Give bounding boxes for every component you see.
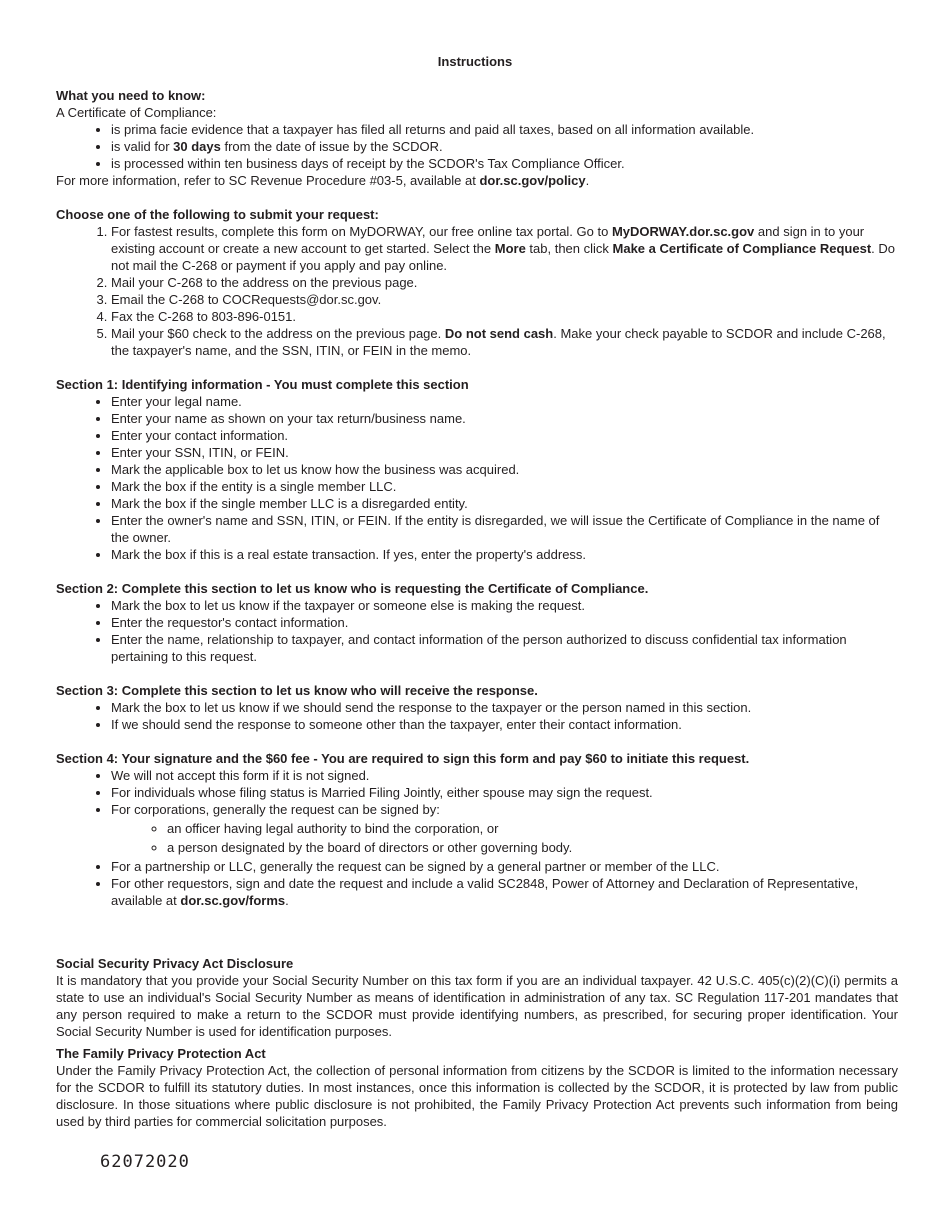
list-item: • is prima facie evidence that a taxpayer has filed all returns and paid all taxes, based on all information available. (111, 121, 898, 138)
submit-options-list (56, 223, 898, 359)
list-item: • Mark the applicable box to let us know how the business was acquired. (111, 461, 898, 478)
list-item: • For a partnership or LLC, generally the request can be signed by a general partner or member of the LLC. (111, 858, 898, 875)
more-info-text: For more information, refer to SC Revenue Procedure #03-5, available at dor.sc.gov/policy. (56, 173, 590, 188)
instructions-content (56, 87, 898, 926)
list-item: • We will not accept this form if it is not signed. (111, 767, 898, 784)
mydorway-link[interactable]: MyDORWAY.dor.sc.gov (611, 224, 755, 239)
section-heading: Section 2: Complete this section to let us know who is requesting the Certificate of Compliance. (56, 581, 649, 596)
list-item: 4. Fax the C-268 to 803-896-0151. (111, 308, 898, 325)
corporation-signers-list (111, 820, 898, 856)
section-3-instructions (56, 682, 898, 733)
section-2-list (56, 597, 898, 665)
list-item: 2. Mail your C-268 to the address on the previous page. (111, 274, 898, 291)
section-heading: What you need to know: (56, 88, 206, 103)
list-item: 3. Email the C-268 to COCRequests@dor.sc.gov. (111, 291, 898, 308)
section-2-instructions (56, 580, 898, 665)
list-item: • is processed within ten business days of receipt by the SCDOR's Tax Compliance Officer. (111, 155, 898, 172)
list-item: • Mark the box if this is a real estate transaction. If yes, enter the property's address. (111, 546, 898, 563)
form-code: 62072020 (100, 1152, 190, 1172)
section-heading: Section 3: Complete this section to let us know who will receive the response. (56, 683, 538, 698)
section-1-instructions (56, 376, 898, 563)
list-item: • If we should send the response to someone other than the taxpayer, enter their contact information. (111, 716, 898, 733)
list-item: • Mark the box if the entity is a single member LLC. (111, 478, 898, 495)
fppa-heading: The Family Privacy Protection Act (56, 1046, 266, 1061)
list-item: • Enter the name, relationship to taxpayer, and contact information of the person authorized to discuss confidential tax information pertaining to this request. (111, 631, 898, 665)
forms-link[interactable]: dor.sc.gov/forms (180, 893, 286, 908)
list-item: • For other requestors, sign and date the request and include a valid SC2848, Power of Attorney and Declaration of Representative, available at dor.sc.gov/forms. (111, 875, 898, 909)
list-item: • Enter your name as shown on your tax return/business name. (111, 410, 898, 427)
section-4-list (56, 767, 898, 909)
list-item: • Mark the box if the single member LLC is a disregarded entity. (111, 495, 898, 512)
ssn-disclosure-text: It is mandatory that you provide your Social Security Number on this tax form if you are an individual taxpayer. 42 U.S.C. 405(c)(2)(C)(i) permits a state to use an individual's Social Security Number as means of identification in administration of any tax. SC Regulation 117-201 mandates that any person required to make a return to the SCDOR must provide identifying numbers, as prescribed, for securing proper identification. Your Social Security Number is used for identification purposes. (56, 973, 898, 1039)
section-heading: Section 1: Identifying information - You must complete this section (56, 377, 469, 392)
page-title: Instructions (437, 54, 513, 69)
disclosures (56, 955, 898, 1130)
list-item: • For individuals whose filing status is Married Filing Jointly, either spouse may sign the request. (111, 784, 898, 801)
section-4-instructions (56, 750, 898, 909)
submit-options-section (56, 206, 898, 359)
fppa-text: Under the Family Privacy Protection Act, the collection of personal information from citizens by the SCDOR is limited to the information necessary for the SCDOR to fulfill its statutory duties. In most instances, once this information is collected by the SCDOR, it is protected by law from public disclosure. In those situations where public disclosure is not prohibited, the Family Privacy Protection Act prevents such information from being used by third parties for commercial solicitation purposes. (56, 1063, 898, 1129)
list-item: • Enter your legal name. (111, 393, 898, 410)
section-heading: Choose one of the following to submit your request: (56, 207, 379, 222)
list-item: • For corporations, generally the request can be signed by: ◦ an officer having legal authority to bind the corporation, or ◦ a person designated by the board of directors or other governing body. (111, 801, 898, 856)
what-you-need-to-know-section (56, 87, 898, 189)
list-item: 5. Mail your $60 check to the address on the previous page. Do not send cash. Make your check payable to SCDOR and include C-268, the taxpayer's name, and the SSN, ITIN, or FEIN in the memo. (111, 325, 898, 359)
policy-link[interactable]: dor.sc.gov/policy (479, 173, 586, 188)
list-item: • Mark the box to let us know if the taxpayer or someone else is making the request. (111, 597, 898, 614)
list-item: • Enter your contact information. (111, 427, 898, 444)
list-item: 1. For fastest results, complete this form on MyDORWAY, our free online tax portal. Go to MyDORWAY.dor.sc.gov and sign in to your existing account or create a new account to get started. Select the More tab, then click Make a Certificate of Compliance Request. Do not mail the C-268 or payment if you apply and pay online. (111, 223, 898, 274)
ssn-disclosure-heading: Social Security Privacy Act Disclosure (56, 956, 294, 971)
intro-text: A Certificate of Compliance: (56, 105, 217, 120)
sub-list-item: ◦ an officer having legal authority to bind the corporation, or (167, 820, 898, 837)
list-item: • Enter the owner's name and SSN, ITIN, or FEIN. If the entity is disregarded, we will issue the Certificate of Compliance in the name of the owner. (111, 512, 898, 546)
list-item: • is valid for 30 days from the date of issue by the SCDOR. (111, 138, 898, 155)
certificate-facts-list (56, 121, 898, 172)
section-3-list (56, 699, 898, 733)
section-heading: Section 4: Your signature and the $60 fee - You are required to sign this form and pay $60 to initiate this request. (56, 751, 750, 766)
sub-list-item: ◦ a person designated by the board of directors or other governing body. (167, 839, 898, 856)
list-item: • Enter the requestor's contact information. (111, 614, 898, 631)
list-item: • Enter your SSN, ITIN, or FEIN. (111, 444, 898, 461)
list-item: • Mark the box to let us know if we should send the response to the taxpayer or the person named in this section. (111, 699, 898, 716)
section-1-list (56, 393, 898, 563)
